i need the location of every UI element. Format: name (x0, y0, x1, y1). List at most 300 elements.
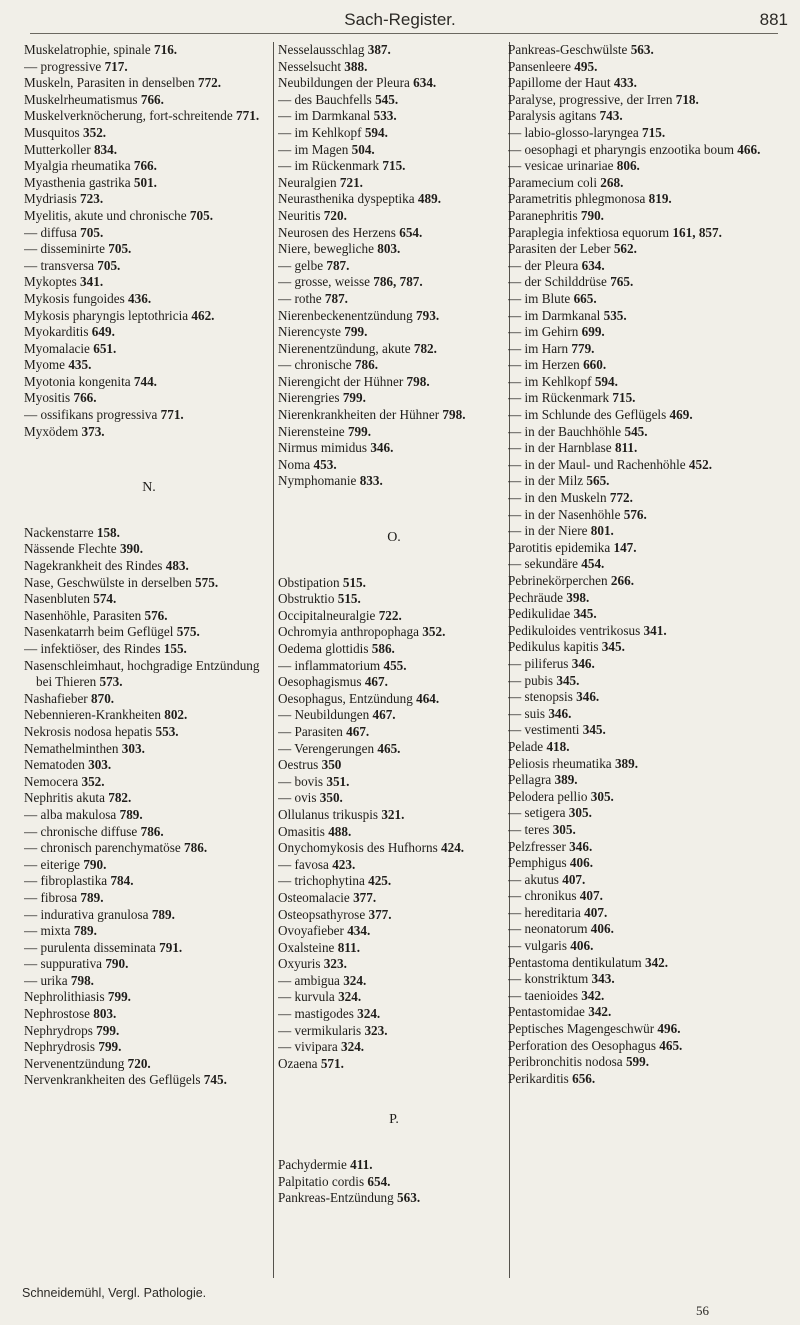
entry-page-ref: 407. (562, 871, 586, 887)
footer-source: Schneidemühl, Vergl. Pathologie. (22, 1286, 207, 1300)
entry-term: Myome (24, 357, 66, 373)
entry-page-ref: 799. (344, 324, 368, 340)
index-entry (508, 390, 772, 407)
index-entry (24, 558, 274, 575)
entry-term: Nierengicht der Hühner (278, 373, 404, 389)
entry-page-ref: 351. (326, 773, 350, 789)
entry-term: Nirmus mimidus (278, 440, 368, 456)
entry-page-ref: 466. (737, 141, 761, 157)
entry-page-ref: 799. (107, 989, 131, 1005)
entry-page-ref: 346. (576, 689, 600, 705)
entry-page-ref: 346. (569, 838, 593, 854)
entry-term: Nasenbluten (24, 591, 90, 607)
index-entry (278, 424, 510, 441)
index-entry (24, 707, 274, 724)
entry-term: — in den Muskeln (508, 490, 607, 506)
index-entry (24, 591, 274, 608)
entry-term: Myxödem (24, 423, 79, 439)
entry-term: — in der Maul- und Rachenhöhle (508, 456, 686, 472)
entry-term: Pellagra (508, 772, 552, 788)
index-column-2 (278, 42, 510, 1278)
entry-page-ref: 834. (93, 141, 118, 157)
entry-term: — sekundäre (508, 556, 578, 572)
entry-page-ref: 323. (364, 1022, 388, 1038)
entry-page-ref: 342. (581, 987, 605, 1003)
entry-page-ref: 324. (338, 989, 362, 1005)
entry-term: Nematoden (24, 757, 85, 773)
entry-term: Oesophagus, Entzündung (278, 690, 413, 706)
entry-page-ref: 722. (378, 607, 402, 623)
entry-page-ref: 535. (603, 307, 627, 323)
entry-page-ref: 321. (381, 806, 405, 822)
entry-term: Omasitis (278, 823, 325, 839)
entry-page-ref: 515. (337, 591, 361, 607)
entry-term: — akutus (508, 871, 559, 887)
index-entry (24, 741, 274, 758)
index-entry (24, 873, 274, 890)
index-entry (278, 42, 510, 59)
entry-page-ref: 789. (80, 889, 104, 905)
entry-page-ref: 716. (154, 42, 178, 57)
index-entry (508, 424, 772, 441)
entry-term: Nackenstarre (24, 524, 94, 540)
entry-page-ref: 345. (601, 639, 625, 655)
index-entry (508, 191, 772, 208)
entry-term: Nervenentzündung (24, 1055, 125, 1071)
index-entry (278, 591, 510, 608)
entry-term: — im Schlunde des Geflügels (508, 407, 667, 423)
index-entry (24, 857, 274, 874)
index-entry (508, 756, 772, 773)
entry-term: — vestimenti (508, 722, 580, 738)
entry-term: Nase, Geschwülste in derselben (24, 574, 192, 590)
index-entry (278, 973, 510, 990)
index-entry (24, 191, 274, 208)
index-entry (508, 490, 772, 507)
entry-term: — im Kehlkopf (278, 124, 362, 140)
index-entry (278, 790, 510, 807)
entry-term: Ochromyia anthropophaga (278, 624, 419, 640)
entry-term: — mastigodes (278, 1006, 354, 1022)
entry-term: — stenopsis (508, 689, 573, 705)
entry-page-ref: 452. (688, 456, 712, 472)
entry-page-ref: 342. (644, 954, 669, 970)
index-entry (24, 42, 274, 59)
entry-page-ref: 545. (624, 423, 648, 439)
entry-page-ref: 324. (343, 972, 367, 988)
index-entry (508, 357, 772, 374)
entry-page-ref: 423. (332, 856, 356, 872)
entry-term: — im Darmkanal (508, 307, 601, 323)
entry-page-ref: 576. (623, 506, 647, 522)
entry-page-ref: 161, 857. (672, 224, 722, 240)
entry-term: — hereditaria (508, 904, 581, 920)
index-entry (508, 822, 772, 839)
index-entry (24, 258, 274, 275)
entry-term: Paralysis agitans (508, 108, 597, 124)
entry-page-ref: 389. (554, 772, 578, 788)
index-entry (508, 75, 772, 92)
entry-page-ref: 389. (614, 755, 639, 771)
index-entry (278, 374, 510, 391)
entry-page-ref: 745. (203, 1072, 227, 1088)
entry-page-ref: 790. (580, 207, 604, 223)
index-entry (278, 641, 510, 658)
index-entry (24, 624, 274, 641)
index-entry (508, 573, 772, 590)
index-entry (508, 556, 772, 573)
entry-page-ref: 266. (610, 573, 634, 588)
index-entry (278, 59, 510, 76)
index-entry (278, 341, 510, 358)
index-entry (508, 921, 772, 938)
index-entry (24, 341, 274, 358)
index-entry (508, 789, 772, 806)
index-column-1 (24, 42, 274, 1278)
entry-term: — fibroplastika (24, 873, 108, 889)
entry-term: — infektiöser, des Rindes (24, 641, 161, 656)
index-entry (24, 108, 274, 125)
index-entry (278, 724, 510, 741)
index-entry (24, 824, 274, 841)
entry-term: Myotonia kongenita (24, 373, 131, 389)
index-entry (24, 291, 274, 308)
index-entry (508, 324, 772, 341)
index-entry (508, 739, 772, 756)
entry-term: Oxalsteine (278, 939, 335, 955)
entry-page-ref: 789. (119, 806, 143, 822)
entry-page-ref: 786. (184, 840, 208, 856)
index-entry (278, 1174, 510, 1191)
entry-term: — rothe (278, 290, 322, 306)
entry-page-ref: 772. (197, 75, 222, 91)
entry-page-ref: 720. (127, 1055, 151, 1071)
entry-page-ref: 467. (364, 674, 388, 690)
entry-page-ref: 779. (571, 340, 595, 356)
entry-term: Parotitis epidemika (508, 539, 611, 555)
entry-term: Myokarditis (24, 324, 89, 340)
entry-term: — im Rückenmark (508, 390, 610, 406)
entry-term: — in der Milz (508, 473, 584, 489)
entry-page-ref: 418. (546, 738, 570, 754)
entry-term: — purulenta disseminata (24, 939, 156, 955)
index-entry (508, 523, 772, 540)
index-entry (24, 75, 274, 92)
entry-page-ref: 705. (189, 207, 213, 223)
entry-term: — ovis (278, 790, 317, 806)
entry-term: Nasenkatarrh beim Geflügel (24, 624, 174, 640)
entry-page-ref: 488. (328, 823, 352, 839)
entry-page-ref: 799. (347, 423, 372, 439)
entry-term: Pachydermie (278, 1157, 347, 1173)
entry-page-ref: 345. (573, 606, 597, 622)
entry-page-ref: 786. (354, 357, 378, 373)
index-entry (24, 424, 274, 441)
signature-mark: 56 (696, 1303, 709, 1318)
index-entry (278, 225, 510, 242)
index-entry (278, 241, 510, 258)
entry-page-ref: 305. (552, 821, 576, 837)
entry-page-ref: 465. (659, 1037, 683, 1053)
entry-page-ref: 504. (351, 141, 375, 157)
entry-page-ref: 406. (590, 921, 614, 937)
index-entry (278, 757, 510, 774)
entry-term: Pankreas-Geschwülste (508, 42, 628, 57)
entry-page-ref: 798. (406, 373, 430, 389)
entry-page-ref: 715. (612, 390, 636, 406)
entry-page-ref: 649. (91, 324, 115, 340)
entry-page-ref: 656. (572, 1070, 596, 1086)
entry-term: Occipitalneuralgie (278, 607, 376, 623)
entry-term: — inflammatorium (278, 657, 381, 673)
entry-term: Papillome der Haut (508, 75, 611, 91)
entry-page-ref: 721. (339, 174, 363, 190)
index-entry (278, 907, 510, 924)
index-entry (24, 757, 274, 774)
entry-page-ref: 574. (93, 591, 117, 607)
entry-page-ref: 462. (191, 307, 215, 323)
entry-term: — suppurativa (24, 956, 103, 972)
entry-term: Pentastomidae (508, 1004, 585, 1020)
entry-term: Ollulanus trikuspis (278, 806, 379, 822)
entry-term: Nervenkrankheiten des Geflügels (24, 1072, 201, 1088)
index-entry (278, 989, 510, 1006)
index-entry (278, 390, 510, 407)
entry-term: Osteopsathyrose (278, 906, 366, 922)
entry-term: Mykoptes (24, 274, 77, 290)
entry-term: — im Herzen (508, 357, 580, 373)
entry-page-ref: 576. (144, 607, 168, 623)
index-entry (24, 158, 274, 175)
entry-term: Nierenentzündung, akute (278, 340, 411, 356)
index-entry (508, 308, 772, 325)
index-entry (278, 158, 510, 175)
entry-term: — in der Niere (508, 523, 588, 539)
entry-page-ref: 406. (570, 938, 594, 954)
entry-page-ref: 545. (375, 91, 399, 107)
index-entry (278, 92, 510, 109)
entry-page-ref: 407. (579, 888, 603, 904)
entry-term: Nierenkrankheiten der Hühner (278, 407, 440, 423)
section-letter: O. (387, 530, 401, 546)
entry-term: Nemocera (24, 773, 79, 789)
index-entry (24, 274, 274, 291)
entry-term: Niere, bewegliche (278, 241, 374, 257)
entry-page-ref: 305. (590, 788, 614, 804)
entry-term: Pemphigus (508, 855, 567, 871)
index-entry (508, 507, 772, 524)
entry-page-ref: 833. (359, 473, 383, 489)
entry-page-ref: 341. (80, 274, 104, 290)
index-entry (508, 291, 772, 308)
index-entry (24, 390, 274, 407)
entry-term: Onychomykosis des Hufhorns (278, 840, 438, 856)
index-entry (24, 691, 274, 708)
entry-page-ref: 323. (323, 956, 347, 972)
index-entry (24, 92, 274, 109)
entry-term: Obstipation (278, 574, 340, 590)
entry-page-ref: 651. (93, 340, 117, 356)
entry-term: — des Bauchfells (278, 91, 372, 107)
section-letter: N. (142, 480, 156, 496)
index-entry (24, 125, 274, 142)
index-entry (278, 873, 510, 890)
entry-page-ref: 453. (313, 456, 337, 472)
entry-page-ref: 407. (584, 904, 608, 920)
entry-term: — der Schilddrüse (508, 274, 607, 290)
index-entry (508, 374, 772, 391)
entry-page-ref: 435. (68, 357, 92, 373)
entry-term: Neuralgien (278, 174, 337, 190)
entry-term: Myositis (24, 390, 71, 406)
entry-term: — piliferus (508, 655, 569, 671)
entry-term: Myomalacie (24, 340, 90, 356)
entry-page-ref: 345. (582, 722, 606, 738)
entry-term: Peptisches Magengeschwür (508, 1021, 655, 1037)
index-entry (24, 774, 274, 791)
index-entry (508, 92, 772, 109)
index-entry (24, 541, 274, 558)
entry-term: Nierengries (278, 390, 340, 406)
index-entry (508, 125, 772, 142)
index-entry (24, 575, 274, 592)
entry-page-ref: 790. (83, 856, 107, 872)
entry-page-ref: 324. (341, 1039, 365, 1055)
entry-term: Parasiten der Leber (508, 241, 611, 257)
index-entry (24, 790, 274, 807)
entry-page-ref: 599. (625, 1054, 650, 1070)
entry-page-ref: 563. (397, 1190, 421, 1206)
index-entry (278, 807, 510, 824)
index-entry (278, 890, 510, 907)
index-entry (508, 341, 772, 358)
entry-page-ref: 575. (195, 574, 219, 590)
entry-page-ref: 515. (342, 574, 366, 590)
entry-term: — teres (508, 821, 550, 837)
index-entry (278, 674, 510, 691)
index-entry (508, 872, 772, 889)
entry-term: Myelitis, akute und chronische (24, 207, 187, 223)
index-entry (278, 1039, 510, 1056)
entry-term: — vesicae urinariae (508, 158, 614, 174)
index-entry (278, 208, 510, 225)
entry-term: — in der Nasenhöhle (508, 506, 621, 522)
entry-page-ref: 787. (324, 290, 348, 306)
entry-page-ref: 786, 787. (373, 274, 423, 290)
entry-term: Mydriasis (24, 191, 77, 207)
entry-page-ref: 870. (91, 690, 115, 706)
entry-term: Paraplegia infektiosa equorum (508, 224, 670, 240)
entry-term: — pubis (508, 672, 554, 688)
entry-term: — kurvula (278, 989, 335, 1005)
entry-page-ref: 811. (614, 440, 638, 456)
index-entry (24, 989, 274, 1006)
index-entry (278, 324, 510, 341)
entry-page-ref: 433. (613, 75, 637, 91)
entry-page-ref: 434. (347, 923, 371, 939)
entry-term: Oesophagismus (278, 674, 362, 690)
index-entry (278, 741, 510, 758)
index-entry (508, 656, 772, 673)
entry-page-ref: 158. (96, 524, 120, 540)
entry-term: — konstriktum (508, 971, 589, 987)
entry-term: Nasenschleimhaut, hochgradige Entzündung bei Thieren (24, 657, 260, 690)
index-entry (278, 1006, 510, 1023)
entry-page-ref: 699. (581, 324, 605, 340)
entry-page-ref: 802. (164, 707, 188, 723)
index-entry (24, 1039, 274, 1056)
index-entry (278, 407, 510, 424)
entry-page-ref: 718. (675, 91, 699, 107)
entry-term: Nierencyste (278, 324, 341, 340)
entry-term: — fibrosa (24, 889, 78, 905)
entry-term: Myalgia rheumatika (24, 158, 131, 174)
entry-page-ref: 705. (108, 241, 132, 257)
index-entry (508, 971, 772, 988)
index-entry (278, 624, 510, 641)
index-entry (508, 590, 772, 607)
entry-term: — im Darmkanal (278, 108, 371, 124)
index-entry (24, 807, 274, 824)
page-number: 881 (759, 10, 788, 29)
index-entry (508, 772, 772, 789)
entry-term: Perikarditis (508, 1070, 569, 1086)
entry-page-ref: 565. (586, 473, 610, 489)
entry-page-ref: 398. (566, 589, 590, 605)
entry-page-ref: 464. (416, 690, 440, 706)
index-entry (508, 938, 772, 955)
entry-term: Neubildungen der Pleura (278, 75, 410, 91)
entry-page-ref: 343. (591, 971, 615, 987)
entry-page-ref: 553. (155, 723, 179, 739)
index-entry (508, 839, 772, 856)
entry-term: — ambigua (278, 972, 340, 988)
index-entry (24, 1006, 274, 1023)
index-entry (508, 606, 772, 623)
entry-term: Nephrydrosis (24, 1039, 96, 1055)
index-entry (508, 1038, 772, 1055)
entry-page-ref: 717. (104, 58, 128, 74)
entry-term: — setigera (508, 805, 566, 821)
index-entry (508, 241, 772, 258)
entry-page-ref: 390. (119, 541, 144, 557)
entry-page-ref: 789. (73, 923, 97, 939)
index-entry (278, 191, 510, 208)
index-entry (508, 888, 772, 905)
entry-term: Nashafieber (24, 690, 88, 706)
entry-term: Peliosis rheumatika (508, 755, 612, 771)
entry-page-ref: 720. (323, 207, 347, 223)
index-entry (508, 1021, 772, 1038)
entry-page-ref: 436. (128, 290, 152, 306)
index-entry (508, 1054, 772, 1071)
index-entry (24, 208, 274, 225)
entry-term: Pedikuloides ventrikosus (508, 622, 641, 638)
index-entry (24, 973, 274, 990)
entry-term: Osteomalacie (278, 889, 350, 905)
entry-page-ref: 793. (416, 307, 440, 323)
index-entry (508, 623, 772, 640)
index-entry (508, 407, 772, 424)
entry-term: Pansenleere (508, 58, 571, 74)
entry-term: — chronische (278, 357, 352, 373)
index-entry (508, 208, 772, 225)
entry-page-ref: 352. (81, 773, 105, 789)
entry-page-ref: 765. (610, 274, 634, 290)
entry-term: Nekrosis nodosa hepatis (24, 723, 153, 739)
entry-page-ref: 790. (105, 956, 129, 972)
entry-page-ref: 789. (151, 906, 175, 922)
